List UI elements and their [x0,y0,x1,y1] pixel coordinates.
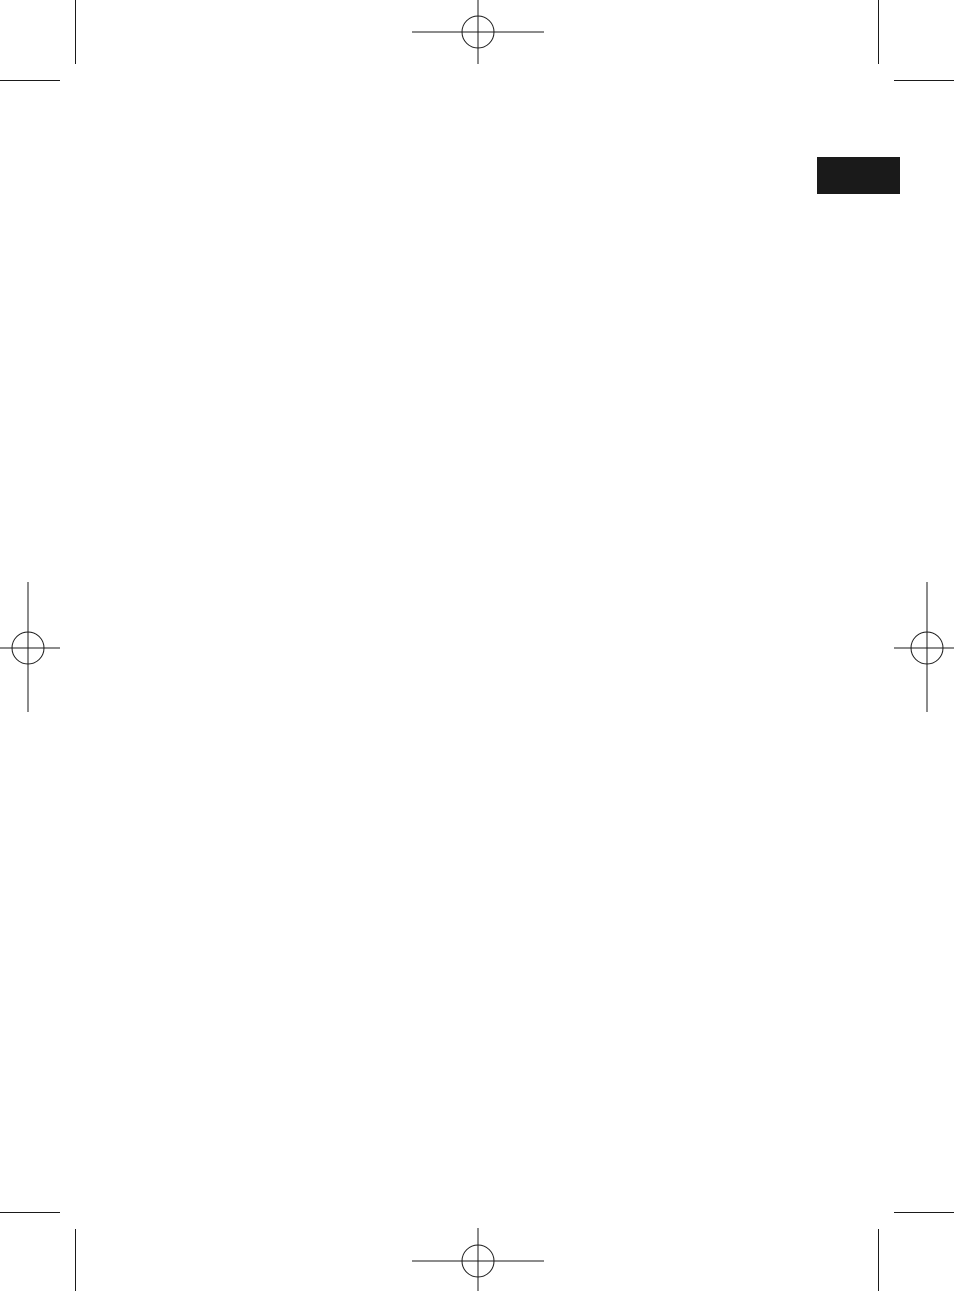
crop-mark [0,80,60,81]
crop-mark [0,1212,60,1213]
crop-mark [894,80,954,81]
crop-mark [878,1229,879,1291]
crop-mark [894,1212,954,1213]
registration-mark-top [412,0,544,64]
language-tab [817,157,900,194]
crop-mark [75,1229,76,1291]
crop-mark [75,0,76,64]
registration-mark-left [0,582,60,712]
crop-mark [878,0,879,64]
registration-mark-right [894,582,954,712]
registration-mark-bottom [412,1228,544,1291]
